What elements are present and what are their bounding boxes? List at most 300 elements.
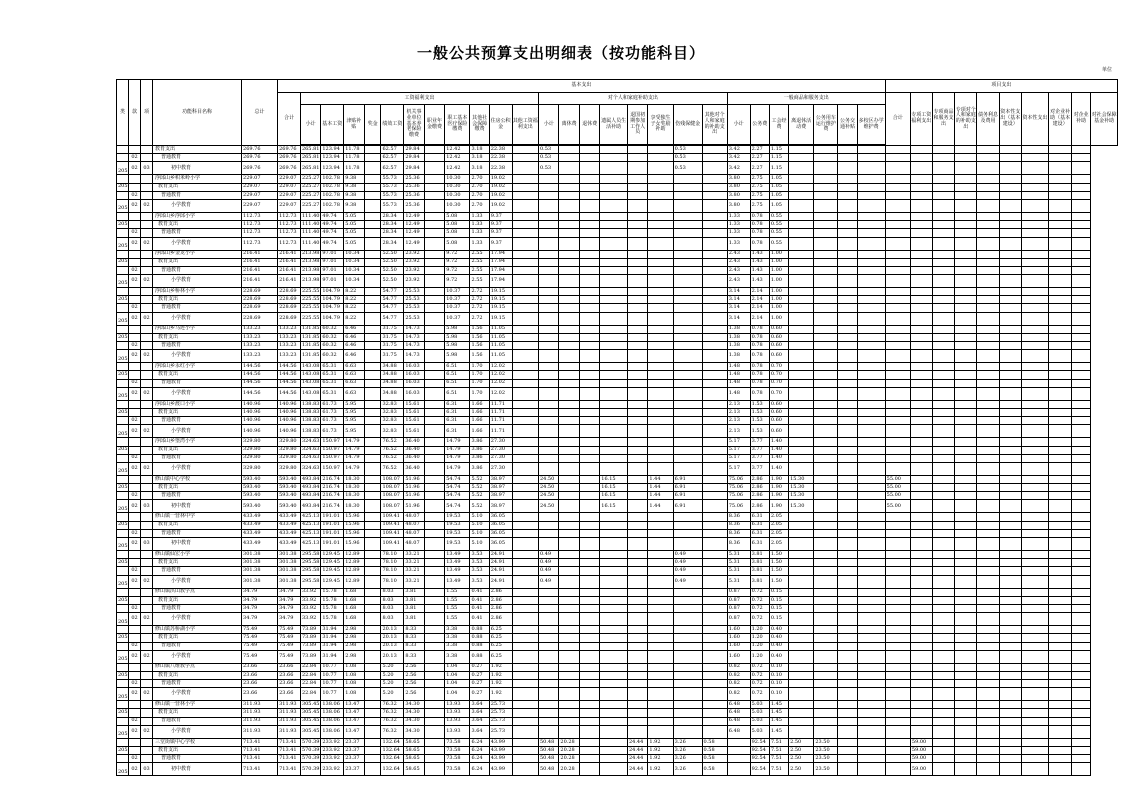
value-cell: [814, 312, 838, 325]
value-cell: [648, 191, 673, 199]
value-cell: 9.38: [344, 183, 364, 191]
value-cell: [559, 663, 579, 671]
value-cell: [955, 408, 977, 416]
value-cell: 54.74: [445, 492, 470, 500]
value-cell: 73.89: [300, 626, 320, 634]
value-cell: [857, 671, 885, 679]
header-personal-col: 退国初期参加工作人员: [627, 105, 647, 145]
value-cell: [600, 312, 628, 325]
value-cell: [702, 663, 727, 671]
value-cell: [559, 387, 579, 400]
value-cell: 6.63: [344, 387, 364, 400]
value-cell: [814, 604, 838, 612]
kuan-code-cell: 02: [129, 387, 141, 400]
value-cell: [838, 250, 857, 258]
value-cell: 143.08: [301, 362, 320, 369]
table-row: [117, 688, 1118, 701]
value-cell: 2.70: [470, 191, 489, 199]
value-cell: [538, 680, 558, 688]
value-cell: [364, 588, 381, 596]
value-cell: 131.85: [301, 325, 320, 332]
value-cell: 425.13: [300, 538, 320, 551]
value-cell: [559, 350, 579, 363]
value-cell: [999, 162, 1021, 175]
value-cell: 311.93: [278, 725, 301, 738]
subject-name-cell: 修山镇中心学校: [153, 475, 242, 483]
value-cell: [512, 701, 538, 709]
value-cell: [673, 408, 702, 416]
value-cell: [1021, 175, 1049, 183]
value-cell: [885, 604, 910, 612]
value-cell: [424, 604, 444, 612]
value-cell: 5.98: [445, 333, 470, 341]
value-cell: [814, 717, 838, 725]
value-cell: 433.49: [242, 521, 278, 529]
value-cell: [977, 371, 1000, 379]
value-cell: [538, 258, 558, 266]
value-cell: 10.77: [321, 663, 344, 671]
value-cell: [579, 258, 599, 266]
value-cell: 2.70: [470, 175, 489, 183]
value-cell: [955, 250, 977, 258]
value-cell: 23.37: [344, 747, 364, 755]
value-cell: 3.38: [445, 634, 470, 642]
value-cell: 23.92: [404, 258, 424, 266]
value-cell: [1049, 634, 1072, 642]
value-cell: [789, 304, 814, 312]
value-cell: [364, 275, 381, 288]
value-cell: 131.85: [301, 333, 320, 340]
table-row: [117, 183, 1118, 191]
value-cell: [838, 175, 857, 183]
value-cell: [424, 755, 444, 763]
value-cell: 24.44: [627, 763, 647, 776]
value-cell: [838, 529, 857, 537]
value-cell: 8.33: [404, 650, 424, 663]
value-cell: 6.25: [489, 634, 512, 642]
value-cell: 54.74: [445, 500, 470, 513]
value-cell: [1021, 717, 1049, 725]
value-cell: [932, 229, 955, 237]
value-cell: [579, 438, 599, 446]
value-cell: [857, 492, 885, 500]
value-cell: [424, 237, 444, 250]
value-cell: 6.24: [470, 738, 489, 746]
value-cell: [559, 417, 579, 425]
value-cell: [424, 191, 444, 199]
kuan-code-cell: 02: [129, 725, 141, 738]
value-cell: 228.69: [242, 296, 278, 304]
value-cell: [424, 709, 444, 717]
value-cell: 24.50: [538, 475, 558, 483]
value-cell: 213.98: [301, 250, 320, 257]
kuan-code-cell: 02: [129, 688, 141, 701]
value-cell: [673, 596, 702, 604]
value-cell: 311.93: [242, 717, 278, 725]
value-cell: 59.00: [910, 755, 932, 763]
value-cell: [814, 325, 838, 333]
value-cell: 65.31: [321, 387, 344, 400]
value-cell: [648, 663, 673, 671]
value-cell: [955, 199, 977, 212]
value-cell: [955, 567, 977, 575]
value-cell: [424, 454, 444, 462]
value-cell: 0.58: [702, 747, 727, 755]
value-cell: [600, 371, 628, 379]
value-cell: 51.96: [404, 500, 424, 513]
header-wage-col: 基本工资: [321, 105, 344, 145]
value-cell: [673, 642, 702, 650]
value-cell: [857, 738, 885, 746]
kuan-code-cell: 02: [129, 229, 141, 237]
value-cell: [364, 154, 381, 162]
value-cell: [600, 221, 628, 229]
value-cell: [1021, 212, 1049, 220]
value-cell: 49.74: [321, 229, 344, 237]
lei-code-cell: 205: [118, 220, 128, 227]
value-cell: [648, 275, 673, 288]
value-cell: [559, 559, 579, 567]
value-cell: [857, 513, 885, 521]
value-cell: [673, 191, 702, 199]
value-cell: 1.38: [727, 325, 750, 333]
value-cell: [814, 266, 838, 274]
value-cell: [857, 454, 885, 462]
value-cell: [1021, 688, 1049, 701]
lei-code-cell: 205: [118, 671, 128, 678]
value-cell: [702, 288, 727, 296]
value-cell: 33.92: [300, 604, 320, 612]
value-cell: 2.86: [750, 484, 769, 492]
value-cell: [559, 438, 579, 446]
kuan-code-cell: 02: [129, 492, 141, 500]
table-row: [117, 492, 1118, 500]
value-cell: [512, 538, 538, 551]
value-cell: [1021, 371, 1049, 379]
value-cell: [932, 425, 955, 438]
value-cell: [932, 162, 955, 175]
value-cell: 1.92: [489, 680, 512, 688]
value-cell: [600, 604, 628, 612]
value-cell: 17.94: [489, 250, 512, 258]
value-cell: [857, 462, 885, 475]
value-cell: [512, 604, 538, 612]
value-cell: [999, 296, 1021, 304]
value-cell: 2.72: [470, 288, 489, 296]
value-cell: [600, 538, 628, 551]
value-cell: [702, 387, 727, 400]
value-cell: 0.60: [769, 408, 788, 416]
value-cell: [857, 634, 885, 642]
value-cell: [364, 266, 381, 274]
value-cell: [977, 229, 1000, 237]
value-cell: 265.81: [301, 145, 320, 152]
value-cell: [1072, 613, 1091, 626]
value-cell: [627, 575, 647, 588]
value-cell: [1049, 484, 1072, 492]
value-cell: [600, 642, 628, 650]
value-cell: 15.96: [344, 521, 364, 529]
table-row: [117, 613, 1118, 626]
header-project-col: 合计: [885, 93, 910, 146]
value-cell: 76.52: [381, 438, 404, 446]
kuan-code-cell: 02: [129, 500, 141, 513]
value-cell: [364, 350, 381, 363]
value-cell: [910, 400, 932, 408]
value-cell: 0.41: [470, 588, 489, 596]
value-cell: [838, 709, 857, 717]
value-cell: 1.50: [769, 567, 788, 575]
value-cell: [512, 417, 538, 425]
value-cell: [1049, 288, 1072, 296]
value-cell: [789, 559, 814, 567]
value-cell: 493.84: [301, 492, 320, 499]
value-cell: [512, 709, 538, 717]
value-cell: [999, 626, 1021, 634]
value-cell: [955, 604, 977, 612]
value-cell: [977, 154, 1000, 162]
value-cell: [673, 709, 702, 717]
lei-code-cell: [117, 266, 129, 274]
value-cell: [512, 342, 538, 350]
value-cell: [1072, 304, 1091, 312]
value-cell: [838, 538, 857, 551]
value-cell: [838, 212, 857, 220]
value-cell: [857, 250, 885, 258]
value-cell: [424, 462, 444, 475]
value-cell: [1072, 513, 1091, 521]
value-cell: 129.45: [321, 551, 344, 559]
value-cell: [885, 312, 910, 325]
value-cell: [512, 717, 538, 725]
value-cell: [600, 387, 628, 400]
value-cell: [702, 266, 727, 274]
value-cell: [627, 183, 647, 191]
value-cell: [512, 191, 538, 199]
value-cell: [424, 521, 444, 529]
value-cell: 8.36: [727, 529, 750, 537]
value-cell: [538, 371, 558, 379]
value-cell: [1072, 387, 1091, 400]
value-cell: [673, 237, 702, 250]
value-cell: [977, 438, 1000, 446]
value-cell: [673, 425, 702, 438]
value-cell: [838, 350, 857, 363]
value-cell: [538, 588, 558, 596]
value-cell: 9.37: [489, 237, 512, 250]
value-cell: 34.79: [242, 613, 278, 626]
value-cell: 1.43: [750, 275, 769, 288]
value-cell: [857, 596, 885, 604]
value-cell: [814, 642, 838, 650]
value-cell: [977, 446, 1000, 454]
value-cell: [977, 680, 1000, 688]
value-cell: 19.02: [489, 183, 512, 191]
value-cell: [838, 363, 857, 371]
value-cell: 133.23: [242, 342, 278, 350]
value-cell: 12.42: [445, 162, 470, 175]
value-cell: 11.71: [489, 425, 512, 438]
value-cell: [932, 363, 955, 371]
value-cell: [955, 425, 977, 438]
value-cell: 6.51: [445, 371, 470, 379]
value-cell: [364, 634, 381, 642]
value-cell: [789, 154, 814, 162]
table-row: [117, 559, 1118, 567]
xiang-code-cell: [141, 266, 153, 274]
xiang-code-cell: 02: [141, 575, 153, 588]
lei-code-cell: [117, 492, 129, 500]
value-cell: 493.84: [300, 500, 320, 513]
value-cell: 6.48: [727, 725, 750, 738]
value-cell: 301.38: [242, 559, 278, 567]
value-cell: 22.84: [300, 680, 320, 688]
value-cell: 0.40: [769, 642, 788, 650]
value-cell: [885, 763, 910, 776]
value-cell: [999, 333, 1021, 341]
value-cell: [579, 747, 599, 755]
value-cell: 311.93: [242, 709, 278, 717]
value-cell: [512, 258, 538, 266]
xiang-code-cell: [141, 588, 153, 596]
value-cell: [955, 642, 977, 650]
value-cell: 49.74: [321, 212, 344, 220]
value-cell: [1072, 738, 1091, 746]
value-cell: 0.72: [750, 613, 769, 626]
value-cell: [789, 296, 814, 304]
value-cell: [702, 604, 727, 612]
value-cell: [538, 266, 558, 274]
value-cell: [977, 191, 1000, 199]
value-cell: [424, 446, 444, 454]
xiang-code-cell: [141, 417, 153, 425]
value-cell: 10.34: [344, 258, 364, 266]
value-cell: [424, 688, 444, 701]
value-cell: [857, 400, 885, 408]
lei-code-cell: 205: [117, 688, 129, 701]
value-cell: 140.96: [278, 408, 301, 416]
table-row: [117, 288, 1118, 296]
value-cell: [814, 191, 838, 199]
value-cell: [910, 596, 932, 604]
value-cell: [932, 371, 955, 379]
value-cell: [364, 529, 381, 537]
value-cell: [814, 484, 838, 492]
value-cell: 0.41: [470, 596, 489, 604]
value-cell: 425.13: [301, 529, 320, 536]
value-cell: [579, 575, 599, 588]
value-cell: [673, 438, 702, 446]
value-cell: 1.38: [727, 333, 750, 341]
value-cell: 2.50: [789, 747, 814, 755]
value-cell: 75.06: [727, 475, 750, 483]
value-cell: [977, 275, 1000, 288]
value-cell: [910, 613, 932, 626]
value-cell: 15.30: [789, 500, 814, 513]
value-cell: [673, 671, 702, 679]
value-cell: [559, 680, 579, 688]
value-cell: [364, 371, 381, 379]
header-goods-col: 多校区办学维护费: [857, 105, 885, 145]
value-cell: [955, 634, 977, 642]
subject-name-cell: 浮邱山乡桥林小学: [153, 288, 242, 296]
value-cell: 1.00: [769, 258, 788, 266]
value-cell: [789, 212, 814, 220]
table-row: [117, 604, 1118, 612]
value-cell: 23.50: [814, 738, 838, 746]
value-cell: 112.73: [278, 237, 301, 250]
value-cell: 144.56: [278, 371, 301, 379]
table-row: [117, 154, 1118, 162]
value-cell: 129.45: [321, 567, 344, 575]
value-cell: 301.38: [278, 575, 301, 588]
value-cell: 6.91: [673, 484, 702, 492]
value-cell: 5.17: [727, 462, 750, 475]
value-cell: [977, 408, 1000, 416]
value-cell: [1049, 221, 1072, 229]
value-cell: [955, 333, 977, 341]
value-cell: [999, 596, 1021, 604]
value-cell: [999, 212, 1021, 220]
value-cell: [538, 296, 558, 304]
value-cell: 0.78: [750, 333, 769, 341]
value-cell: 75.49: [242, 642, 278, 650]
value-cell: [885, 755, 910, 763]
value-cell: [910, 492, 932, 500]
value-cell: [559, 634, 579, 642]
kuan-code-cell: 02: [129, 342, 141, 350]
value-cell: 8.36: [727, 513, 750, 521]
value-cell: 65.31: [321, 363, 344, 371]
value-cell: 60.32: [321, 325, 344, 333]
value-cell: [512, 738, 538, 746]
value-cell: [424, 575, 444, 588]
value-cell: 58.65: [404, 755, 424, 763]
value-cell: 0.41: [470, 604, 489, 612]
lei-code-cell: 205: [117, 650, 129, 663]
value-cell: [1072, 538, 1091, 551]
header-wage: 工资福利支出: [300, 93, 538, 105]
value-cell: [627, 500, 647, 513]
value-cell: [702, 146, 727, 154]
value-cell: [1049, 551, 1072, 559]
value-cell: [885, 626, 910, 634]
value-cell: 6.31: [445, 400, 470, 408]
value-cell: [1049, 559, 1072, 567]
value-cell: [885, 513, 910, 521]
value-cell: [559, 717, 579, 725]
value-cell: 311.93: [278, 701, 301, 709]
value-cell: 112.73: [278, 221, 301, 229]
value-cell: 1.05: [769, 175, 788, 183]
header-goods-col: 公务费: [750, 105, 769, 145]
value-cell: [789, 626, 814, 634]
value-cell: [424, 671, 444, 679]
value-cell: 5.05: [344, 237, 364, 250]
value-cell: 20.28: [559, 738, 579, 746]
value-cell: 329.80: [278, 462, 301, 475]
value-cell: [600, 363, 628, 371]
value-cell: [1072, 325, 1091, 333]
value-cell: [977, 671, 1000, 679]
value-cell: [977, 199, 1000, 212]
value-cell: 2.50: [789, 755, 814, 763]
value-cell: 131.85: [300, 350, 320, 363]
value-cell: [559, 371, 579, 379]
value-cell: [1049, 717, 1072, 725]
value-cell: [627, 229, 647, 237]
lei-code-cell: [117, 588, 129, 596]
